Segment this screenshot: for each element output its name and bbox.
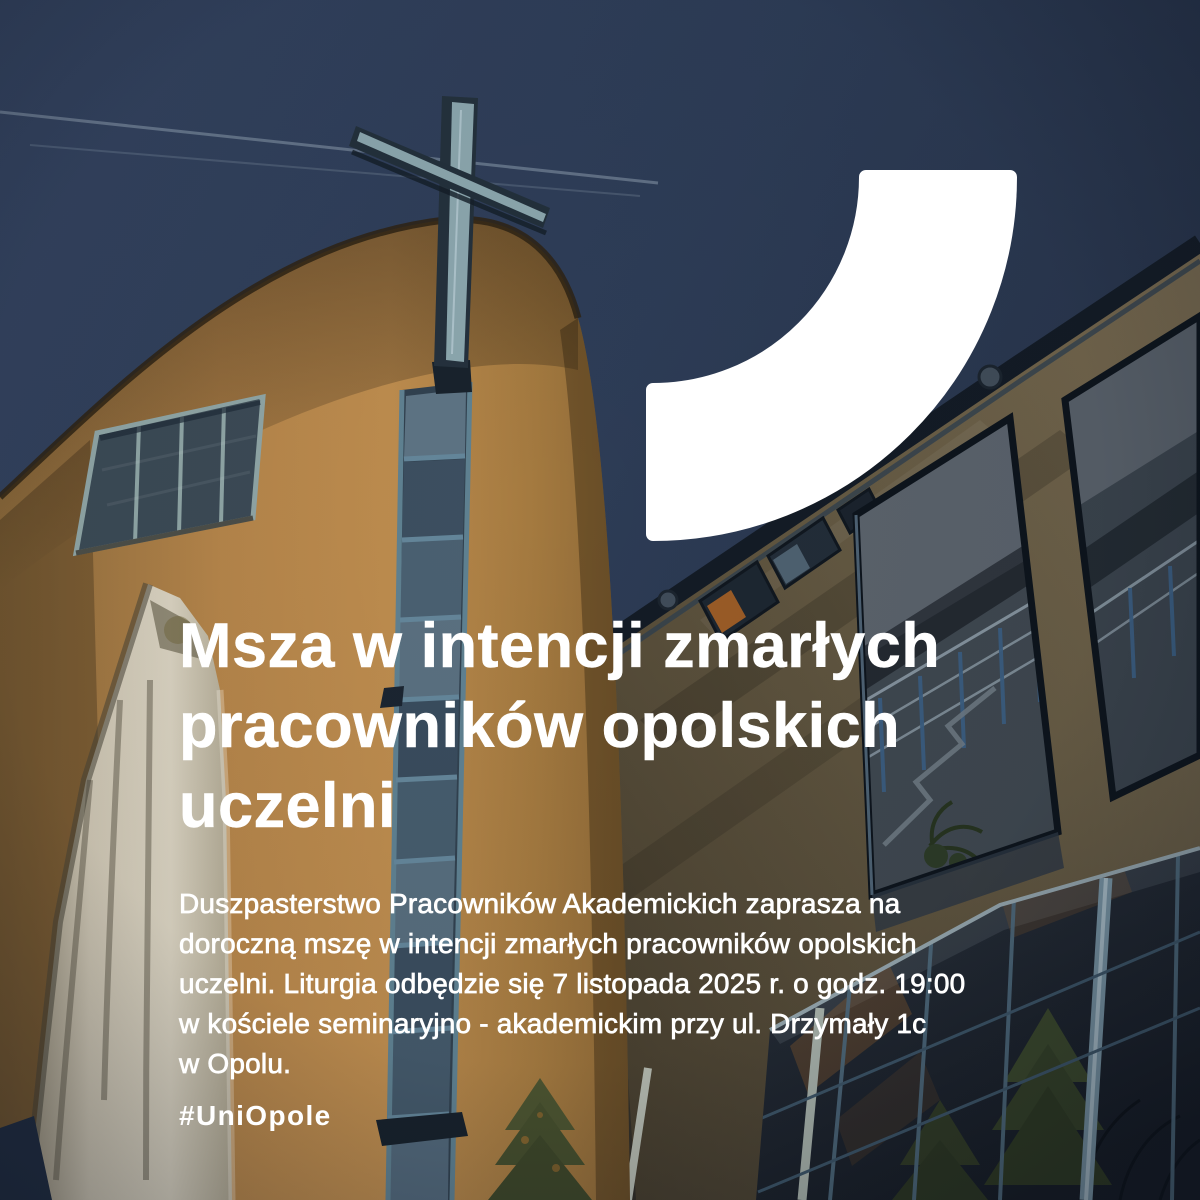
poster-heading xyxy=(179,606,1139,846)
body-line: Duszpasterstwo Pracowników Akademickich zaprasza na xyxy=(179,888,901,919)
body-line: uczelni. Liturgia odbędzie się 7 listopada 2025 r. o godz. 19:00 xyxy=(179,968,966,999)
heading-line: pracowników opolskich xyxy=(179,691,901,761)
poster-hashtag: #UniOpole xyxy=(179,1100,332,1131)
body-line: w Opolu. xyxy=(179,1048,292,1079)
heading-line: Msza w intencji zmarłych xyxy=(179,611,941,681)
body-line: doroczną mszę w intencji zmarłych pracowników opolskich xyxy=(179,928,917,959)
poster-body xyxy=(179,884,1159,1084)
heading-line: uczelni xyxy=(179,771,397,841)
body-line: w kościele seminaryjno - akademickim przy ul. Drzymały 1c xyxy=(179,1008,927,1039)
